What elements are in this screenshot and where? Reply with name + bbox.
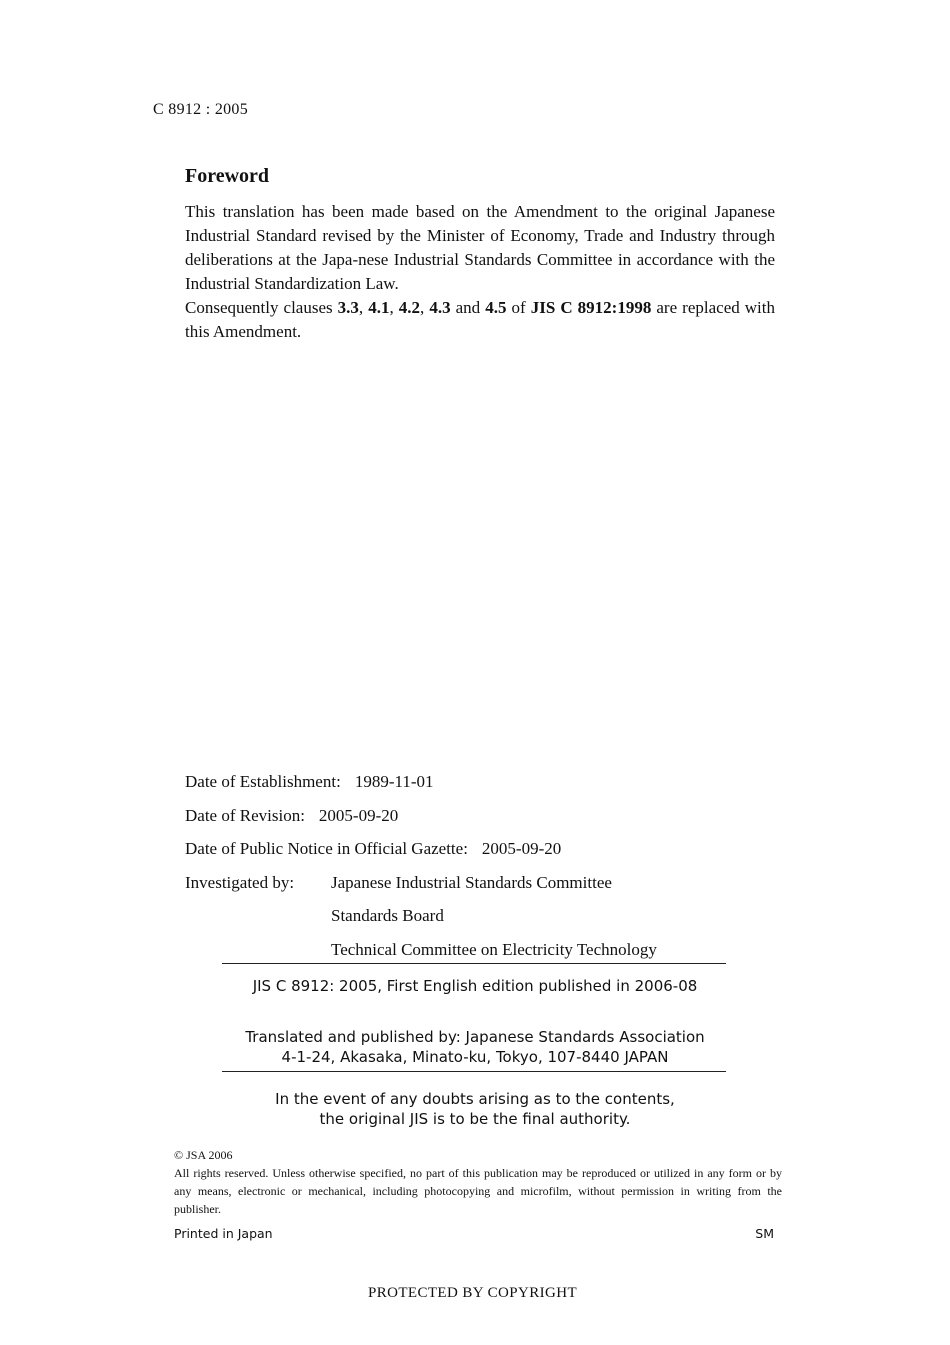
clause-ref: 4.3 [429, 298, 451, 317]
clause-text: , [389, 298, 399, 317]
document-code: C 8912 : 2005 [153, 101, 249, 118]
revision-row [185, 804, 657, 838]
investigated-row-1 [185, 871, 657, 905]
clause-text: Consequently clauses [185, 298, 338, 317]
clause-ref: 4.5 [485, 298, 507, 317]
investigator-line: Standards Board [331, 906, 444, 925]
foreword-paragraph-1: This translation has been made based on the Amendment to the original Japanese Industrial Standard revised by the Minister of Economy, Trade and Industry through deliberations at the Japa-nese Industrial Standards Committee in accordance with the Industrial Standardization Law. [185, 202, 775, 293]
public-notice-row [185, 837, 657, 871]
establishment-date: 1989-11-01 [354, 772, 434, 791]
clause-ref: 3.3 [337, 298, 359, 317]
revision-date: 2005-09-20 [318, 805, 399, 825]
printed-in: Printed in Japan [174, 1226, 273, 1241]
clause-ref: 4.1 [368, 298, 390, 317]
establishment-label: Date of Establishment: [185, 772, 341, 791]
divider [222, 1071, 726, 1072]
copyright-block [174, 1146, 782, 1218]
publisher-name: Translated and published by: Japanese Standards Association [245, 1028, 705, 1046]
investigator-line: Japanese Industrial Standards Committee [331, 872, 612, 892]
protected-by-copyright: PROTECTED BY COPYRIGHT [367, 1285, 578, 1301]
standard-ref: JIS C 8912:1998 [530, 298, 652, 317]
printed-row [174, 1226, 774, 1241]
clause-text: of [506, 298, 531, 317]
edition-note: JIS C 8912: 2005, First English edition published in 2006-08 [252, 977, 698, 995]
investigator-line: Technical Committee on Electricity Technology [331, 939, 657, 959]
public-notice-label: Date of Public Notice in Official Gazette: [185, 839, 468, 858]
clause-text: , [358, 298, 369, 317]
clause-text: are replaced with this Amendment. [185, 298, 776, 341]
clause-text: , [420, 298, 430, 317]
public-notice-date: 2005-09-20 [481, 839, 562, 858]
foreword-heading: Foreword [185, 165, 270, 187]
establishment-row [185, 770, 657, 804]
divider [222, 963, 726, 964]
clause-ref: 4.2 [398, 298, 421, 317]
investigated-row-3 [185, 938, 657, 972]
dates-block [185, 770, 657, 971]
copyright-notice: © JSA 2006 [174, 1148, 233, 1162]
authority-note-line-2: the original JIS is to be the final authority. [319, 1110, 631, 1128]
investigated-row-2 [185, 904, 657, 938]
publisher-address: 4-1-24, Akasaka, Minato-ku, Tokyo, 107-8440 JAPAN [281, 1048, 669, 1066]
foreword-paragraph-2 [185, 296, 775, 344]
revision-label: Date of Revision: [185, 805, 305, 825]
investigated-label: Investigated by: [185, 872, 295, 892]
rights-statement: All rights reserved. Unless otherwise specified, no part of this publication may be reproduced or utilized in any form or by any means, electronic or mechanical, including photocopying and microfilm, without permission in writing from the publisher. [174, 1166, 782, 1216]
foreword-body [185, 200, 775, 344]
clause-text: and [450, 298, 486, 317]
authority-note-line-1: In the event of any doubts arising as to the contents, [275, 1090, 675, 1108]
sm-code: SM [755, 1226, 774, 1241]
